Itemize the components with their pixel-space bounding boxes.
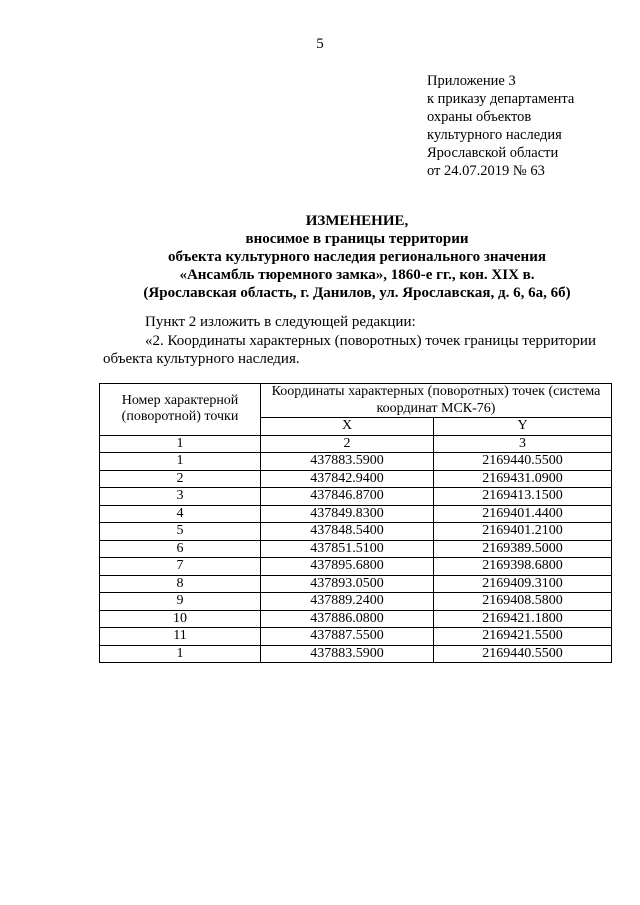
y-coordinate-cell: 2169431.0900 [434,470,612,488]
page-number: 5 [316,36,324,52]
point-number-cell: 1 [100,453,261,471]
title-line: объекта культурного наследия регионального значения [168,249,546,265]
x-coordinate-cell: 437842.9400 [261,470,434,488]
point-number-cell: 2 [100,470,261,488]
table-row [100,610,612,628]
y-coordinate-cell: 2169421.1800 [434,610,612,628]
column-number-row [100,435,612,453]
table-row [100,470,612,488]
point-number-cell: 6 [100,540,261,558]
y-coordinate-cell: 2169401.4400 [434,505,612,523]
x-coordinate-cell: 437848.5400 [261,523,434,541]
table-row [100,488,612,506]
table-row [100,540,612,558]
table-row [100,593,612,611]
y-coordinate-cell: 2169440.5500 [434,453,612,471]
title-line: ИЗМЕНЕНИЕ, [305,213,409,229]
column-number: 2 [261,435,434,453]
x-coordinate-cell: 437895.6800 [261,558,434,576]
point-number-cell: 11 [100,628,261,646]
point-number-cell: 8 [100,575,261,593]
document-title [0,212,640,302]
table-row [100,523,612,541]
table-row [100,628,612,646]
header-x: X [261,418,434,436]
x-coordinate-cell: 437886.0800 [261,610,434,628]
point-number-cell: 10 [100,610,261,628]
body-paragraph: «2. Координаты характерных (поворотных) точек границы территории объекта культурного наследия. [103,333,596,367]
y-coordinate-cell: 2169398.6800 [434,558,612,576]
x-coordinate-cell: 437846.8700 [261,488,434,506]
column-number: 1 [100,435,261,453]
x-coordinate-cell: 437849.8300 [261,505,434,523]
appendix-block [427,72,574,180]
point-number-cell: 5 [100,523,261,541]
x-coordinate-cell: 437887.5500 [261,628,434,646]
y-coordinate-cell: 2169409.3100 [434,575,612,593]
column-number: 3 [434,435,612,453]
title-line: вносимое в границы территории [245,231,469,247]
table-row [100,645,612,663]
table-row [100,505,612,523]
y-coordinate-cell: 2169413.1500 [434,488,612,506]
point-number-cell: 4 [100,505,261,523]
point-number-cell: 9 [100,593,261,611]
y-coordinate-cell: 2169408.5800 [434,593,612,611]
y-coordinate-cell: 2169440.5500 [434,645,612,663]
title-line: (Ярославская область, г. Данилов, ул. Ярославская, д. 6, 6а, 6б) [143,285,571,301]
x-coordinate-cell: 437889.2400 [261,593,434,611]
y-coordinate-cell: 2169389.5000 [434,540,612,558]
appendix-line: Приложение 3 [427,73,516,89]
appendix-line: Ярославской области [427,145,559,161]
y-coordinate-cell: 2169401.2100 [434,523,612,541]
coordinates-table [99,383,612,663]
x-coordinate-cell: 437851.5100 [261,540,434,558]
header-point-number: Номер характерной (поворотной) точки [100,384,261,436]
table-row [100,575,612,593]
table-header-row [100,384,612,418]
table-row [100,453,612,471]
x-coordinate-cell: 437893.0500 [261,575,434,593]
title-line: «Ансамбль тюремного замка», 1860-е гг., кон. XIX в. [179,267,535,283]
body-paragraph: Пункт 2 изложить в следующей редакции: [145,314,416,330]
y-coordinate-cell: 2169421.5500 [434,628,612,646]
appendix-line: охраны объектов [427,109,532,125]
point-number-cell: 3 [100,488,261,506]
x-coordinate-cell: 437883.5900 [261,645,434,663]
appendix-line: от 24.07.2019 № 63 [427,163,545,179]
table-row [100,558,612,576]
header-y: Y [434,418,612,436]
appendix-line: к приказу департамента [427,91,575,107]
appendix-line: культурного наследия [427,127,562,143]
point-number-cell: 1 [100,645,261,663]
header-coordinates: Координаты характерных (поворотных) точек (система координат МСК-76) [261,384,612,418]
point-number-cell: 7 [100,558,261,576]
x-coordinate-cell: 437883.5900 [261,453,434,471]
